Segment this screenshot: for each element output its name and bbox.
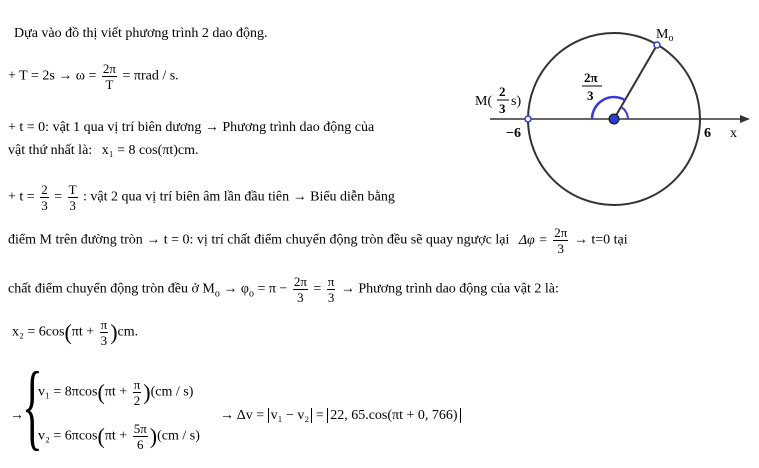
x2-den: 3 <box>100 333 108 348</box>
angle-arc <box>621 107 628 119</box>
label-m-den: 3 <box>499 101 506 116</box>
phase-suffix: → Phương trình dao động của vật 2 là: <box>340 281 559 297</box>
period-equation <box>8 62 179 91</box>
v1-fraction <box>133 378 142 407</box>
angle-den: 3 <box>587 88 594 103</box>
axis-label-x: x <box>730 126 737 141</box>
x2-fraction <box>100 318 109 347</box>
x-axis-arrowhead <box>740 115 750 123</box>
v1-inner: πt + <box>104 384 128 400</box>
x2-inner: πt + <box>71 324 95 340</box>
delta-phi-fraction <box>553 226 568 255</box>
velocity-arrow: → <box>10 408 24 423</box>
x2-equation: x₂ = 6cos(πt + $\frac{\pi}{3}$ )cm. <box>12 317 139 348</box>
m0-sub: o <box>214 288 220 300</box>
phase-num-2: π <box>327 274 335 289</box>
delta-v-abs: v₁ − v₂ <box>268 408 313 423</box>
v2-equation: v₂ = 6πcos(πt + $\frac{5\pi}{6}$ )(cm / s) <box>38 421 200 452</box>
delta-v-result <box>220 408 461 424</box>
phase-eq2: = <box>313 281 322 297</box>
delta-v-label: → Δv = <box>220 408 265 423</box>
point-m0 <box>654 42 660 48</box>
vat1-description: + t = 0: vật 1 qua vị trí biên dương → Phương trình dao động của <box>8 120 375 135</box>
t-prefix: + t = <box>8 189 35 205</box>
system-brace: { <box>22 352 43 459</box>
vat1-equation-prefix: vật thứ nhất là: <box>8 143 93 158</box>
x2-num: π <box>100 317 108 332</box>
t-fraction-2 <box>68 183 78 212</box>
rotation-text: điểm M trên đường tròn → t = 0: vị trí chất điểm chuyển động tròn đều sẽ quay ngược lại <box>8 232 510 248</box>
point-m <box>525 116 531 122</box>
label-m-num: 2 <box>499 84 506 99</box>
label-m: M( <box>475 94 493 109</box>
label-m-s: s) <box>511 94 522 109</box>
v1-equation: v₁ = 8πcos(πt + $\frac{\pi}{2}$ )(cm / s) <box>38 377 194 408</box>
v2-fraction <box>133 422 148 451</box>
phase-eq: = π − <box>257 281 288 297</box>
omega-fraction <box>102 62 117 91</box>
v1-den: 2 <box>133 393 141 408</box>
v2-den: 6 <box>136 437 144 452</box>
rotation-line <box>8 226 628 255</box>
v1-unit: (cm / s) <box>150 384 194 400</box>
t-den-1: 3 <box>41 198 48 213</box>
vat2-time-line <box>8 183 395 212</box>
t-num-2: T <box>68 182 77 197</box>
v2-num: 5π <box>133 421 147 436</box>
period-suffix: = πrad / s. <box>122 68 179 84</box>
t-suffix: : vật 2 qua vị trí biên âm lần đầu tiên → Biểu diễn bằng <box>83 189 395 205</box>
phi-sub: o <box>248 288 254 300</box>
phase-circle-figure <box>470 20 755 210</box>
phase-fraction-2 <box>327 275 336 304</box>
center-point <box>609 114 619 124</box>
intro-text: Dựa vào đồ thị viết phương trình 2 dao động. <box>14 26 268 41</box>
phase-den-1: 3 <box>297 290 304 305</box>
phase-den-2: 3 <box>327 290 335 305</box>
delta-phi-label: Δφ = <box>518 232 548 248</box>
omega-num: 2π <box>102 61 116 76</box>
t-num-1: 2 <box>41 182 48 197</box>
delta-phi-num: 2π <box>554 225 568 240</box>
tick-pos: 6 <box>704 126 711 141</box>
phase-line <box>8 275 559 304</box>
t-den-2: 3 <box>69 198 76 213</box>
delta-v-final: 22, 65.cos(πt + 0, 766) <box>327 408 460 423</box>
phase-text: chất điểm chuyển động tròn đều ở M <box>8 281 215 297</box>
phase-arrow: → φ <box>223 281 249 297</box>
delta-phi-den: 3 <box>557 241 565 256</box>
vat1-equation <box>8 143 199 159</box>
v1-prefix: v₁ = 8πcos <box>38 384 98 400</box>
phase-fraction-1 <box>293 275 308 304</box>
period-prefix: + T = 2s → ω = <box>8 68 97 84</box>
t-eq: = <box>54 189 63 205</box>
v2-prefix: v₂ = 6πcos <box>38 428 98 444</box>
rotation-suffix: → t=0 tại <box>573 232 628 248</box>
radius-m0 <box>614 45 657 119</box>
v2-inner: πt + <box>104 428 128 444</box>
phase-num-1: 2π <box>293 274 307 289</box>
v2-unit: (cm / s) <box>157 428 200 444</box>
t-fraction-1 <box>40 183 49 212</box>
label-m0: $M_o$ <box>656 27 674 44</box>
x2-prefix: x₂ = 6cos <box>12 324 65 340</box>
x1-equation: x₁ = 8 cos(πt)cm. <box>101 143 199 158</box>
v1-num: π <box>133 377 141 392</box>
tick-neg: −6 <box>506 126 521 141</box>
omega-den: T <box>105 77 114 92</box>
delta-v-eq: = <box>315 408 324 423</box>
angle-num: 2π <box>584 70 598 85</box>
x2-suffix: cm. <box>117 324 139 340</box>
